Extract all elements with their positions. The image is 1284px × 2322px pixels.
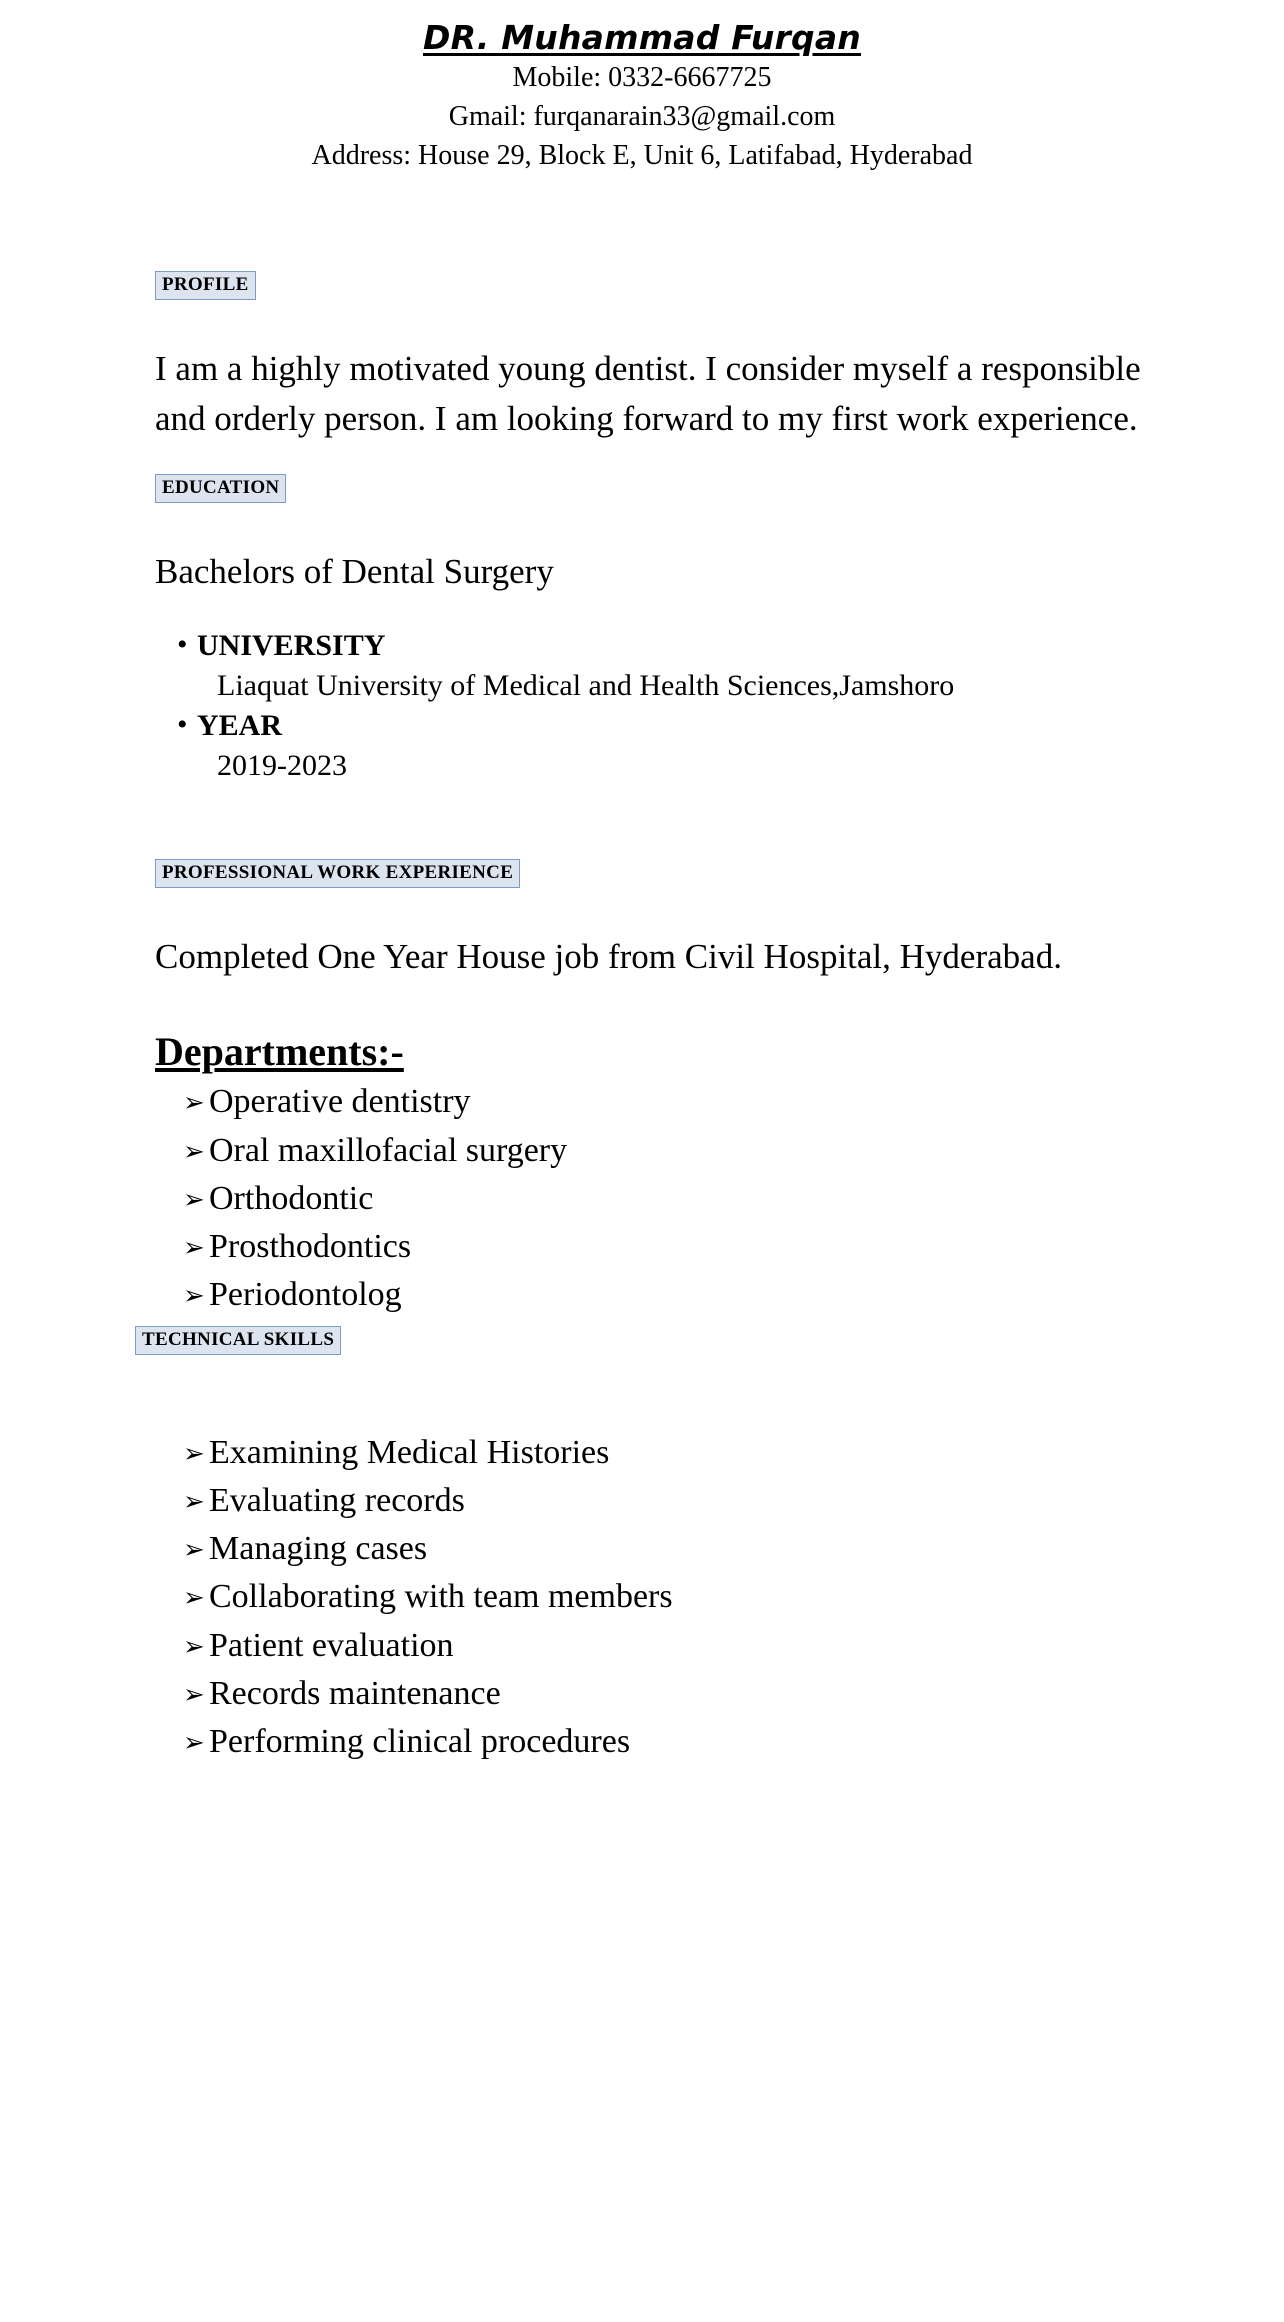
list-item bbox=[155, 1622, 1174, 1670]
spacer bbox=[0, 1355, 1284, 1429]
skill-label: Examining Medical Histories bbox=[209, 1433, 610, 1471]
departments-title: Departments:- bbox=[155, 1029, 404, 1075]
arrow-bullet-icon: ➢ bbox=[183, 1535, 205, 1565]
experience-block bbox=[0, 932, 1284, 1319]
list-item bbox=[155, 1223, 1174, 1271]
list-item bbox=[155, 1429, 1174, 1477]
list-item bbox=[155, 1078, 1174, 1126]
education-year-value: 2019-2023 bbox=[217, 748, 347, 782]
departments-list bbox=[155, 1078, 1174, 1319]
contact-email: Gmail: furqanarain33@gmail.com bbox=[448, 101, 836, 133]
department-label: Prosthodontics bbox=[209, 1228, 412, 1266]
spacer bbox=[155, 982, 1174, 1026]
department-label: Orthodontic bbox=[209, 1179, 374, 1217]
list-item bbox=[155, 706, 1174, 786]
education-year-label: YEAR bbox=[197, 708, 283, 742]
list-item bbox=[155, 1670, 1174, 1718]
skills-heading-row bbox=[0, 1326, 1284, 1355]
spacer bbox=[0, 503, 1284, 547]
arrow-bullet-icon: ➢ bbox=[183, 1438, 205, 1468]
spacer bbox=[0, 300, 1284, 344]
list-item bbox=[155, 1477, 1174, 1525]
arrow-bullet-icon: ➢ bbox=[183, 1583, 205, 1613]
spacer bbox=[0, 444, 1284, 474]
arrow-bullet-icon: ➢ bbox=[183, 1679, 205, 1709]
section-heading-education: EDUCATION bbox=[155, 474, 286, 503]
skill-label: Evaluating records bbox=[209, 1481, 465, 1519]
skill-label: Managing cases bbox=[209, 1530, 428, 1568]
education-block bbox=[0, 547, 1284, 786]
list-item bbox=[155, 1271, 1174, 1319]
skills-list bbox=[155, 1429, 1174, 1767]
arrow-bullet-icon: ➢ bbox=[183, 1281, 205, 1311]
skill-label: Patient evaluation bbox=[209, 1626, 454, 1664]
skills-block bbox=[0, 1429, 1284, 1767]
resume-header bbox=[0, 0, 1284, 175]
list-item bbox=[155, 1127, 1174, 1175]
arrow-bullet-icon: ➢ bbox=[183, 1728, 205, 1758]
experience-text: Completed One Year House job from Civil Hospital, Hyderabad. bbox=[155, 937, 1062, 977]
education-university-value: Liaquat University of Medical and Health Sciences,Jamshoro bbox=[217, 668, 955, 702]
education-university-label: UNIVERSITY bbox=[197, 628, 386, 662]
arrow-bullet-icon: ➢ bbox=[183, 1486, 205, 1516]
department-label: Periodontolog bbox=[209, 1276, 402, 1314]
spacer bbox=[155, 596, 1174, 626]
skill-label: Records maintenance bbox=[209, 1674, 501, 1712]
dot-bullet-icon: • bbox=[177, 707, 188, 741]
section-heading-profile: PROFILE bbox=[155, 271, 256, 300]
skill-label: Collaborating with team members bbox=[209, 1578, 673, 1616]
education-degree: Bachelors of Dental Surgery bbox=[155, 551, 554, 591]
list-item bbox=[155, 1718, 1174, 1766]
contact-mobile: Mobile: 0332-6667725 bbox=[512, 62, 772, 94]
education-heading-row bbox=[0, 474, 1284, 503]
spacer bbox=[0, 175, 1284, 271]
arrow-bullet-icon: ➢ bbox=[183, 1184, 205, 1214]
department-label: Oral maxillofacial surgery bbox=[209, 1131, 568, 1169]
arrow-bullet-icon: ➢ bbox=[183, 1088, 205, 1118]
arrow-bullet-icon: ➢ bbox=[183, 1136, 205, 1166]
candidate-name: DR. Muhammad Furqan bbox=[422, 18, 862, 57]
list-item bbox=[155, 1573, 1174, 1621]
dot-bullet-icon: • bbox=[177, 627, 188, 661]
spacer bbox=[0, 785, 1284, 859]
education-list bbox=[155, 626, 1174, 786]
arrow-bullet-icon: ➢ bbox=[183, 1631, 205, 1661]
profile-block bbox=[0, 344, 1284, 444]
experience-heading-row bbox=[0, 859, 1284, 888]
section-heading-experience: PROFESSIONAL WORK EXPERIENCE bbox=[155, 859, 520, 888]
section-heading-technical-skills: TECHNICAL SKILLS bbox=[135, 1326, 341, 1355]
profile-heading-row bbox=[0, 271, 1284, 300]
department-label: Operative dentistry bbox=[209, 1083, 471, 1121]
list-item bbox=[155, 1525, 1174, 1573]
contact-address: Address: House 29, Block E, Unit 6, Latifabad, Hyderabad bbox=[311, 140, 973, 172]
spacer bbox=[0, 888, 1284, 932]
arrow-bullet-icon: ➢ bbox=[183, 1233, 205, 1263]
profile-text: I am a highly motivated young dentist. I consider myself a responsible and orderly person. I am looking forward to my first work experience. bbox=[155, 348, 1141, 438]
skill-label: Performing clinical procedures bbox=[209, 1723, 631, 1761]
list-item bbox=[155, 1175, 1174, 1223]
list-item bbox=[155, 626, 1174, 706]
